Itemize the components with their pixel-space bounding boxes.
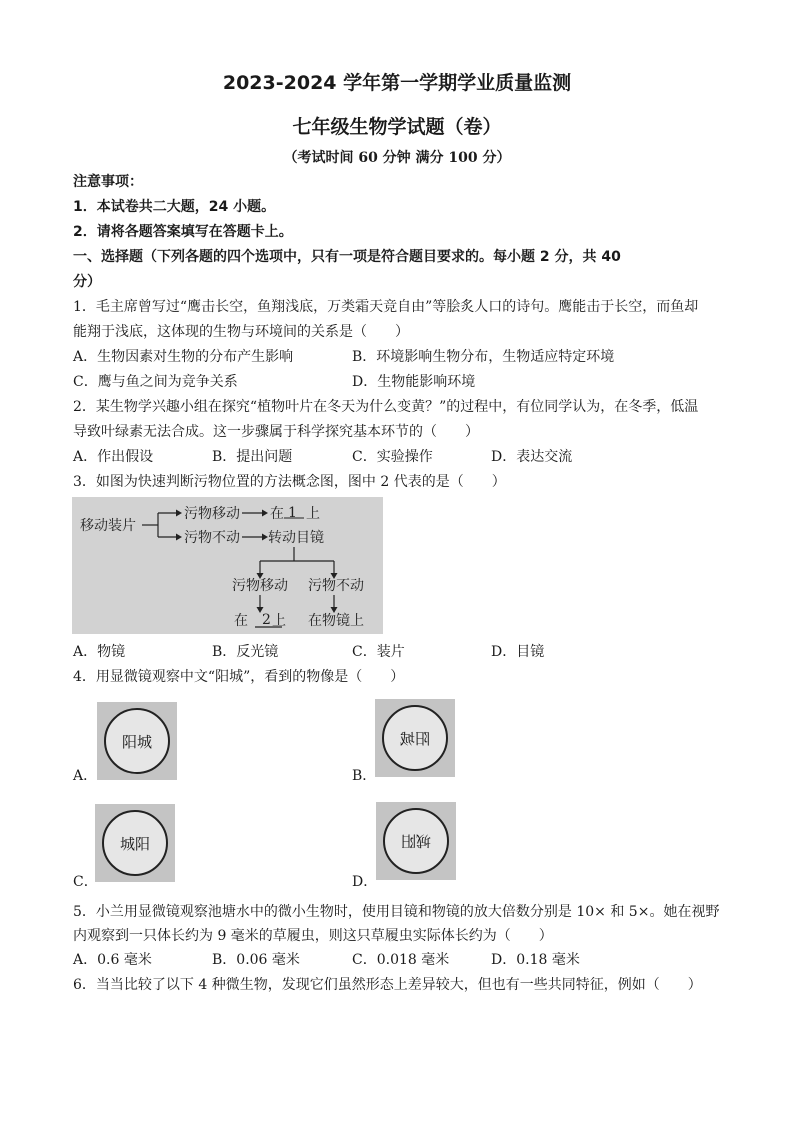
q3-option-c: C．装片: [352, 644, 405, 660]
exam-info: （考试时间 60 分钟 满分 100 分）: [283, 150, 511, 166]
node-on-2-suffix: 上: [272, 613, 286, 629]
q5-option-c: C．0.018 毫米: [352, 952, 450, 968]
q4-option-b-label: B．: [352, 768, 377, 784]
node-on-objective: 在物镜上: [308, 613, 364, 629]
node-dirt-still: 污物不动: [184, 530, 240, 546]
q4-text-b: 阳城: [399, 729, 430, 748]
q4-lens-b: [382, 705, 448, 771]
concept-map-svg: [72, 497, 383, 634]
q2-stem-line1: 2．某生物学兴趣小组在探究“植物叶片在冬天为什么变黄？”的过程中，有位同学认为，在冬季，低温: [73, 399, 699, 415]
section1-heading-cont: 分）: [73, 274, 101, 290]
q4-image-d: [376, 802, 456, 880]
q4-image-a: [97, 702, 177, 780]
q4-option-d-label: D．: [352, 874, 378, 890]
node-on-2-prefix: 在: [234, 613, 248, 629]
q5-option-d: D．0.18 毫米: [491, 952, 580, 968]
concept-map-figure: [72, 497, 383, 634]
q4-text-a: 阳城: [121, 732, 152, 751]
q5-option-a: A．0.6 毫米: [73, 952, 152, 968]
q1-stem-line1: 1．毛主席曾写过“鹰击长空，鱼翔浅底，万类霜天竞自由”等脍炙人口的诗句。鹰能击于长空，而鱼却: [73, 299, 699, 315]
node-on-1-prefix: 在: [270, 506, 284, 522]
q1-stem-line2: 能翔于浅底，这体现的生物与环境间的关系是（ ）: [73, 324, 409, 340]
q2-option-d: D．表达交流: [491, 449, 573, 465]
node-blank-2: 2: [262, 612, 271, 628]
q1-option-d: D．生物能影响环境: [352, 374, 476, 390]
q4-image-b: [375, 699, 455, 777]
q5-stem-line2: 内观察到一只体长约为 9 毫米的草履虫，则这只草履虫实际体长约为（ ）: [73, 928, 553, 944]
node-rotate-eyepiece: 转动目镜: [268, 530, 324, 546]
q3-option-d: D．目镜: [491, 644, 545, 660]
q2-option-b: B．提出问题: [212, 449, 293, 465]
notes-heading: 注意事项：: [73, 174, 143, 190]
node-sub-dirt-moves: 污物移动: [232, 578, 288, 594]
note-item-1: 1．本试卷共二大题，24 小题。: [73, 199, 276, 215]
q2-stem-line2: 导致叶绿素无法合成。这一步骤属于科学探究基本环节的（ ）: [73, 424, 479, 440]
q1-option-a: A．生物因素对生物的分布产生影响: [73, 349, 294, 365]
exam-subtitle: 七年级生物学试题（卷）: [292, 116, 502, 138]
q4-stem: 4．用显微镜观察中文“阳城”，看到的物像是（ ）: [73, 669, 405, 685]
q4-text-d: 城阳: [400, 831, 431, 850]
q1-option-c: C．鹰与鱼之间为竞争关系: [73, 374, 238, 390]
node-sub-dirt-still: 污物不动: [308, 578, 364, 594]
node-blank-1: 1: [288, 505, 297, 521]
q4-option-a-label: A．: [73, 768, 98, 784]
q4-image-c: [95, 804, 175, 882]
q3-option-a: A．物镜: [73, 644, 126, 660]
q4-option-c-label: C．: [73, 874, 98, 890]
q4-lens-d: [383, 808, 449, 874]
node-on-1-suffix: 上: [306, 506, 320, 522]
node-move-slide: 移动装片: [80, 518, 136, 534]
q5-option-b: B．0.06 毫米: [212, 952, 300, 968]
q2-option-c: C．实验操作: [352, 449, 433, 465]
q6-stem: 6．当当比较了以下 4 种微生物，发现它们虽然形态上差异较大，但也有一些共同特征，例如（ ）: [73, 977, 702, 993]
q3-option-b: B．反光镜: [212, 644, 279, 660]
node-dirt-moves: 污物移动: [184, 506, 240, 522]
q4-lens-a: [104, 708, 170, 774]
q3-stem: 3．如图为快速判断污物位置的方法概念图，图中 2 代表的是（ ）: [73, 474, 506, 490]
section1-heading: 一、选择题（下列各题的四个选项中，只有一项是符合题目要求的。每小题 2 分，共 40: [73, 249, 621, 265]
note-item-2: 2．请将各题答案填写在答题卡上。: [73, 224, 293, 240]
q4-lens-c: [102, 810, 168, 876]
exam-title: 2023-2024 学年第一学期学业质量监测: [222, 72, 572, 94]
q5-stem-line1: 5．小兰用显微镜观察池塘水中的微小生物时，使用目镜和物镜的放大倍数分别是 10× 和 5×。她在视野: [73, 904, 720, 920]
q1-option-b: B．环境影响生物分布，生物适应特定环境: [352, 349, 615, 365]
q2-option-a: A．作出假设: [73, 449, 154, 465]
q4-text-c: 城阳: [119, 834, 150, 853]
